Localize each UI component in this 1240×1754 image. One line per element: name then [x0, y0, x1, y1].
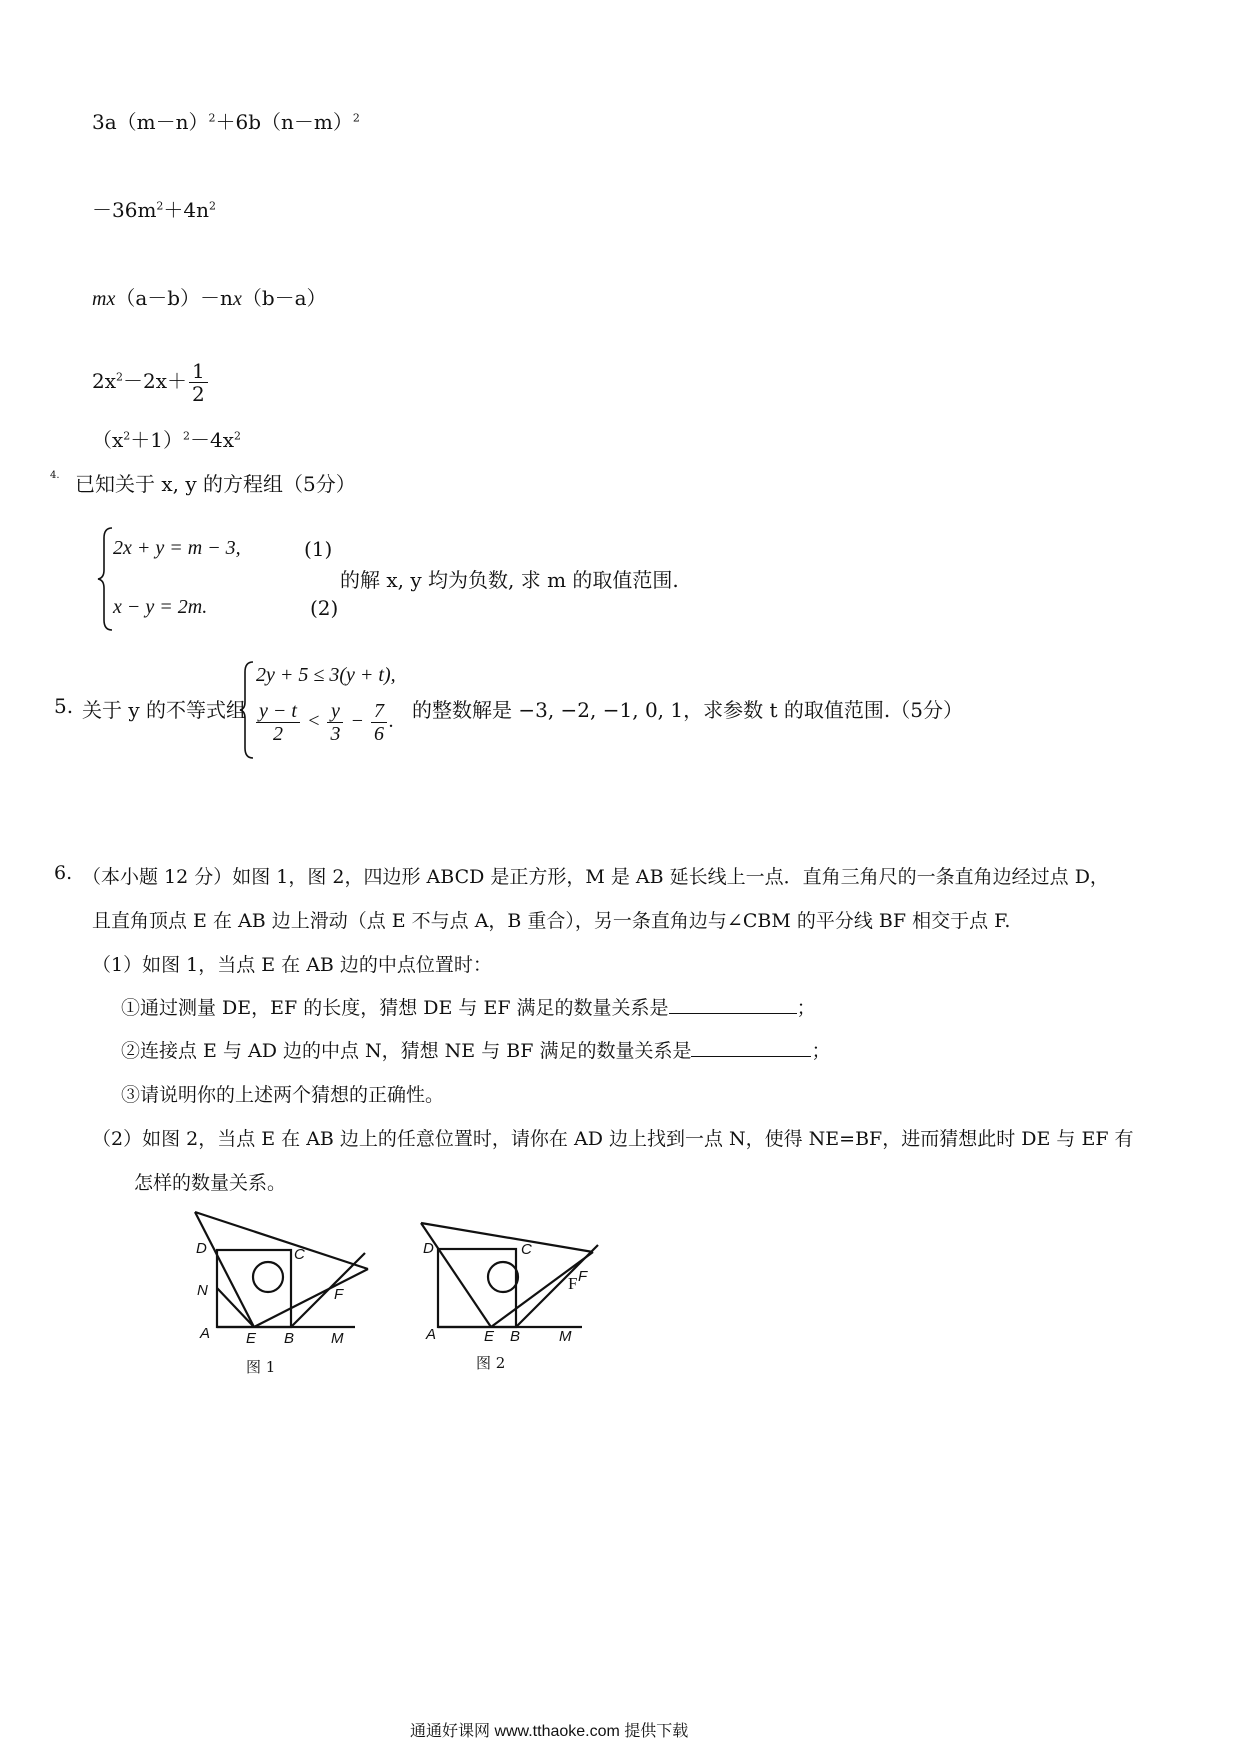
triangle-ruler-edge — [421, 1223, 593, 1252]
answer-blank — [669, 997, 797, 1014]
square-abcd — [438, 1249, 516, 1327]
square-abcd — [217, 1250, 291, 1327]
label-d: D — [196, 1240, 207, 1257]
fraction-numerator: 1 — [189, 360, 208, 383]
expr2-sup: 2 — [156, 199, 164, 213]
question-6-part-2-line-1: （2）如图 2，当点 E 在 AB 边上的任意位置时，请你在 AD 边上找到一点 N，使得 NE=BF，进而猜想此时 DE 与 EF 有 — [92, 1128, 1134, 1150]
page-footer: 通通好课网 www.tthaoke.com 提供下载 — [410, 1723, 689, 1740]
label-c: C — [521, 1241, 532, 1258]
label-m: M — [331, 1330, 344, 1347]
label-c: C — [294, 1246, 305, 1263]
label-f: F — [334, 1286, 344, 1303]
expr3-part: （b－a） — [241, 286, 327, 310]
expr4-part: －2x＋ — [123, 369, 188, 393]
expr2-sup: 2 — [209, 199, 217, 213]
fraction — [327, 700, 343, 745]
label-b: B — [510, 1328, 521, 1345]
expr1-part: 3a（m－n） — [92, 110, 209, 134]
expr3-part: x — [232, 288, 242, 310]
minus-sign: − — [350, 710, 364, 733]
expr2-part: ＋4n — [163, 198, 210, 222]
fraction-numerator: 7 — [371, 700, 387, 723]
expr5-sup: 2 — [123, 429, 131, 443]
label-f: F — [578, 1268, 588, 1285]
question-4-number: 4. — [50, 470, 60, 481]
question-4-text: 已知关于 x, y 的方程组（5分） — [75, 472, 356, 496]
part-1a-text: ①通过测量 DE，EF 的长度，猜想 DE 与 EF 满足的数量关系是 — [121, 997, 669, 1019]
system-equation-1-tag: (1) — [304, 537, 333, 561]
period: . — [388, 710, 394, 733]
question-6-part-1: （1）如图 1，当点 E 在 AB 边的中点位置时： — [92, 954, 492, 976]
expr4-sup: 2 — [116, 370, 124, 384]
expression-3 — [92, 282, 327, 311]
answer-blank — [691, 1040, 811, 1057]
label-e: E — [484, 1328, 495, 1345]
label-e: E — [246, 1330, 257, 1347]
expr5-sup: 2 — [183, 429, 191, 443]
circle-icon — [253, 1262, 283, 1292]
label-n: N — [197, 1282, 208, 1299]
circle-icon — [488, 1262, 518, 1292]
expression-1 — [92, 106, 360, 135]
triangle-ruler-edge — [421, 1223, 491, 1327]
fraction-denominator: 6 — [373, 723, 384, 745]
figure-2-caption: 图 2 — [476, 1354, 506, 1372]
question-6-part-2-line-2: 怎样的数量关系。 — [134, 1172, 287, 1194]
expr2-part: －36m — [92, 198, 157, 222]
question-5-tail: 的整数解是 −3, −2, −1, 0, 1，求参数 t 的取值范围.（5分） — [412, 698, 963, 722]
bisector-bf — [291, 1253, 365, 1327]
part-1b-end: ； — [811, 1040, 831, 1062]
system-equation-1: 2x + y = m − 3, — [113, 537, 241, 559]
expr5-sup: 2 — [234, 429, 242, 443]
expr3-part: （a－b）－n — [115, 286, 233, 310]
inequality-1: 2y + 5 ≤ 3(y + t), — [256, 664, 396, 686]
label-f-upright: F — [568, 1274, 578, 1293]
expr4-part: 2x — [92, 369, 117, 393]
expr5-part: ＋1） — [130, 428, 184, 452]
label-a: A — [426, 1326, 437, 1343]
system-equation-2: x − y = 2m. — [113, 596, 208, 618]
fraction-denominator: 3 — [330, 723, 341, 745]
question-6-line-2: 且直角顶点 E 在 AB 边上滑动（点 E 不与点 A，B 重合），另一条直角边与∠CBM 的平分线 BF 相交于点 F. — [92, 910, 1011, 932]
inequality-2 — [254, 700, 394, 745]
part-1a-end: ； — [796, 997, 816, 1019]
fraction-numerator: y − t — [256, 700, 300, 723]
question-6-part-1b — [121, 1036, 830, 1063]
expr3-part: mx — [92, 288, 116, 310]
label-m: M — [559, 1328, 572, 1345]
fraction-numerator: y — [327, 700, 343, 723]
expr5-part: －4x — [190, 428, 235, 452]
question-6-part-1a — [121, 993, 816, 1020]
fraction-one-half — [189, 360, 208, 405]
question-5-lead: 关于 y 的不等式组 — [82, 698, 247, 722]
expr1-part: ＋6b（n－m） — [215, 110, 353, 134]
triangle-ruler-edge — [254, 1269, 368, 1327]
expression-2 — [92, 194, 216, 223]
expression-5 — [92, 424, 241, 453]
label-b: B — [284, 1330, 295, 1347]
question-6-line-1: （本小题 12 分）如图 1，图 2，四边形 ABCD 是正方形，M 是 AB 延长线上一点．直角三角尺的一条直角边经过点 D， — [82, 866, 1109, 888]
question-4-condition: 的解 x, y 均为负数, 求 m 的取值范围. — [340, 568, 679, 592]
label-d: D — [423, 1240, 434, 1257]
expression-4 — [92, 360, 210, 405]
system-equation-2-tag: (2) — [310, 596, 339, 620]
part-1b-text: ②连接点 E 与 AD 边的中点 N，猜想 NE 与 BF 满足的数量关系是 — [121, 1040, 692, 1062]
fraction-denominator: 2 — [192, 382, 205, 406]
label-a: A — [200, 1325, 211, 1342]
expr1-sup: 2 — [352, 111, 360, 125]
question-6-part-1c: ③请说明你的上述两个猜想的正确性。 — [121, 1084, 445, 1106]
expr1-sup: 2 — [208, 111, 216, 125]
expr5-part: （x — [92, 428, 124, 452]
figure-1-caption: 图 1 — [246, 1358, 276, 1376]
fraction-denominator: 2 — [272, 723, 283, 745]
question-6-number: 6. — [54, 862, 73, 884]
fraction — [256, 700, 300, 745]
fraction — [371, 700, 387, 745]
question-5-number: 5. — [54, 694, 74, 718]
segment-ne — [217, 1288, 254, 1327]
less-than-sign: < — [306, 710, 321, 733]
